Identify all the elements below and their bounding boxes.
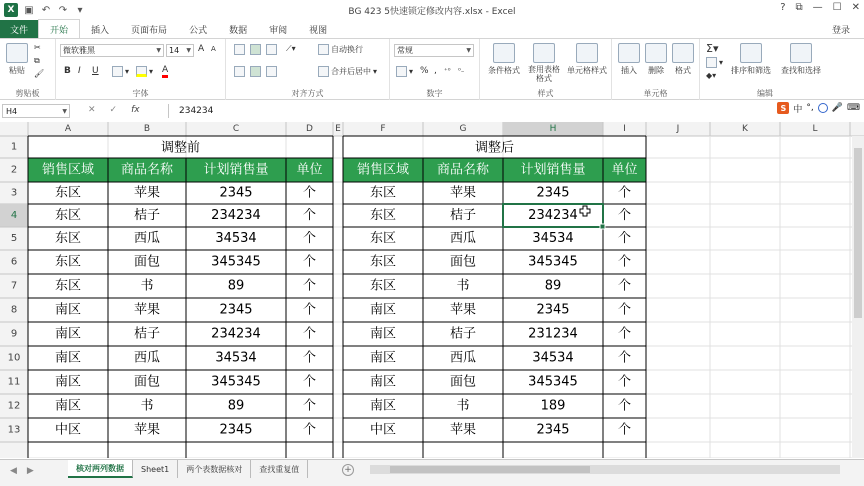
- table-cell: 34534: [532, 350, 574, 366]
- row-header-10: 10: [7, 352, 21, 364]
- fill-icon[interactable]: ▾: [706, 57, 723, 68]
- table-cell: 234234: [528, 208, 578, 223]
- row-header-13: 13: [7, 424, 21, 436]
- align-center-glyph: [250, 66, 261, 77]
- ime-language-toggle[interactable]: 中: [793, 104, 803, 115]
- font-name-value: 微软雅黑: [63, 46, 95, 55]
- alignment-group-label: 对齐方式: [291, 89, 324, 98]
- sheet-tab-compare-columns[interactable]: 核对两列数据: [68, 460, 133, 478]
- border-button[interactable]: ▾: [112, 66, 129, 77]
- column-header-b: B: [143, 124, 151, 134]
- table-cell: 个: [617, 326, 632, 342]
- table-cell: 东区: [54, 231, 82, 246]
- format-cells-button[interactable]: [670, 43, 696, 76]
- paste-button[interactable]: [6, 43, 28, 76]
- table-cell: 南区: [369, 302, 397, 318]
- tab-file[interactable]: 文件: [0, 20, 38, 38]
- table-cell: 个: [302, 208, 317, 223]
- table-cell: 东区: [54, 185, 82, 201]
- table-cell: 个: [617, 422, 632, 438]
- login-link[interactable]: 登录: [831, 25, 850, 36]
- title-bar: [0, 0, 864, 20]
- vertical-scrollbar-thumb[interactable]: [854, 148, 862, 318]
- table-cell: 东区: [369, 278, 397, 294]
- window-title: BG 423 5快速锁定修改内容.xlsx - Excel: [348, 7, 516, 17]
- delete-cells-icon: [645, 43, 667, 63]
- row-header-12: 12: [7, 400, 21, 412]
- fill-handle[interactable]: [600, 224, 605, 229]
- table-cell: 苹果: [449, 185, 477, 201]
- table-header-cell: 单位: [611, 162, 638, 178]
- styles-group-label: 样式: [537, 89, 554, 98]
- table-cell: 个: [302, 326, 317, 342]
- table-cell: 南区: [54, 398, 82, 414]
- table-cell: 189: [540, 398, 566, 414]
- grow-font-button[interactable]: A: [198, 44, 205, 54]
- table-cell: 34534: [215, 350, 257, 366]
- keyboard-icon[interactable]: ⌨: [847, 103, 860, 113]
- table-header-cell: 销售区域: [41, 162, 95, 178]
- emoji-icon[interactable]: [818, 103, 828, 113]
- scrollbar-thumb[interactable]: [390, 466, 590, 473]
- table-cell: 个: [302, 422, 317, 438]
- ribbon-display-icon[interactable]: ⧉: [795, 2, 803, 13]
- insert-cells-icon: [618, 43, 640, 63]
- table-cell: 桔子: [449, 326, 477, 342]
- undo-icon[interactable]: ↶: [41, 4, 51, 16]
- format-cells-label: 格式: [675, 66, 691, 75]
- table-title-before: 调整前: [160, 140, 201, 156]
- cell-styles-button[interactable]: [564, 43, 610, 76]
- align-left-icon[interactable]: [234, 66, 245, 77]
- tab-formulas[interactable]: 公式: [189, 25, 208, 36]
- table-cell: 89: [227, 398, 245, 414]
- table-header-cell: 计划销售量: [203, 162, 269, 178]
- table-cell: 89: [544, 278, 562, 294]
- delete-cells-button[interactable]: [643, 43, 669, 76]
- table-cell: 34534: [215, 231, 257, 246]
- table-cell: 南区: [54, 374, 82, 390]
- window-controls: [780, 2, 860, 13]
- row-header-1: 1: [10, 141, 18, 153]
- sheet-tab-bar: [0, 459, 864, 486]
- fill-color-icon: [136, 66, 147, 77]
- column-header-a: A: [64, 124, 72, 134]
- table-cell: 2345: [219, 302, 253, 318]
- table-cell: 苹果: [449, 422, 477, 438]
- table-cell: 苹果: [133, 185, 161, 201]
- sogou-ime-toolbar: [777, 100, 860, 116]
- table-cell: 西瓜: [449, 350, 477, 366]
- insert-cells-label: 插入: [621, 66, 637, 75]
- table-header-cell: 商品名称: [436, 162, 490, 178]
- table-header-cell: 单位: [296, 162, 323, 178]
- column-header-k: K: [742, 124, 748, 134]
- conditional-format-label: 条件格式: [488, 66, 520, 75]
- row-header-6: 6: [10, 256, 18, 268]
- align-bottom-glyph: [266, 44, 277, 55]
- table-cell: 个: [617, 302, 632, 318]
- row-header-4: 4: [10, 210, 18, 221]
- table-cell: 面包: [133, 374, 161, 390]
- punctuation-icon[interactable]: °,: [806, 103, 814, 113]
- sort-filter-button[interactable]: [726, 43, 776, 76]
- fill-glyph: [706, 57, 717, 68]
- table-cell: 345345: [211, 254, 261, 270]
- table-cell: 个: [617, 254, 632, 270]
- sheet-nav: [10, 466, 34, 476]
- sheet-tab-find-duplicates[interactable]: 查找重复值: [251, 460, 308, 478]
- table-cell: 345345: [211, 374, 261, 390]
- formula-input[interactable]: 234234: [168, 104, 858, 118]
- table-cell: 2345: [219, 422, 253, 438]
- font-group-label: 字体: [132, 89, 149, 98]
- align-middle-glyph: [250, 44, 261, 55]
- column-header-c: C: [232, 124, 240, 134]
- table-cell: 东区: [369, 185, 397, 201]
- tab-home[interactable]: 开始: [38, 19, 80, 38]
- table-cell: 南区: [369, 326, 397, 342]
- comma-button[interactable]: ,: [434, 66, 437, 76]
- paste-icon: [6, 43, 28, 63]
- number-group-label: 数字: [426, 89, 443, 98]
- column-header-f: F: [380, 124, 386, 134]
- column-header-e: E: [335, 124, 341, 134]
- table-cell: 东区: [369, 231, 397, 246]
- currency-icon: [396, 66, 407, 77]
- align-bottom-icon[interactable]: [266, 44, 277, 55]
- font-color-button[interactable]: A: [162, 66, 168, 78]
- table-header-cell: 商品名称: [120, 162, 174, 178]
- table-cell: 南区: [54, 326, 82, 342]
- table-cell: 面包: [449, 374, 477, 390]
- sheet-tabs: [68, 460, 308, 478]
- sheet-tab-sheet1[interactable]: Sheet1: [133, 460, 178, 478]
- number-group: [390, 39, 480, 100]
- table-cell: 个: [617, 185, 632, 201]
- wrap-text-icon: [318, 44, 329, 55]
- editing-group-label: 编辑: [757, 89, 773, 98]
- row-header-9: 9: [10, 328, 18, 340]
- chevron-down-icon: ▼: [156, 47, 161, 54]
- fill-color-button[interactable]: ▾: [136, 66, 153, 77]
- table-cell: 个: [302, 278, 317, 294]
- column-header-l: L: [812, 124, 818, 134]
- font-size-value: 14: [169, 46, 180, 55]
- ribbon: [0, 38, 864, 100]
- formula-bar: [0, 102, 864, 120]
- table-header-cell: 销售区域: [356, 162, 410, 178]
- chevron-down-icon: ▼: [186, 47, 191, 54]
- table-cell: 2345: [219, 185, 253, 201]
- column-header-bar: [0, 122, 864, 136]
- table-cell: 2345: [536, 302, 570, 318]
- table-cell: 面包: [133, 254, 161, 270]
- format-table-icon: [533, 43, 555, 63]
- cell-styles-label: 单元格样式: [567, 66, 607, 75]
- cancel-icon[interactable]: ✕: [88, 105, 96, 115]
- table-cell: 2345: [536, 185, 570, 201]
- table-cell: 个: [302, 398, 317, 414]
- table-cell: 东区: [54, 278, 82, 294]
- autosum-icon[interactable]: Σ▾: [706, 42, 719, 55]
- table-cell: 南区: [369, 350, 397, 366]
- table-cell: 苹果: [133, 422, 161, 438]
- table-cell: 234234: [211, 208, 261, 223]
- align-top-glyph: [234, 44, 245, 55]
- table-cell: 个: [617, 350, 632, 366]
- customize-qa-icon[interactable]: ▾: [77, 4, 83, 16]
- close-icon[interactable]: ✕: [851, 2, 860, 13]
- table-cell: 南区: [54, 350, 82, 366]
- table-cell: 南区: [369, 374, 397, 390]
- tab-page-layout[interactable]: 页面布局: [131, 25, 168, 36]
- tab-view[interactable]: 视图: [309, 25, 328, 36]
- insert-function-icon[interactable]: fx: [131, 105, 140, 115]
- tab-insert[interactable]: 插入: [91, 25, 110, 36]
- table-cell: 个: [302, 302, 317, 318]
- table-cell: 个: [302, 231, 317, 246]
- binoculars-icon: [790, 43, 812, 63]
- name-box[interactable]: [2, 104, 70, 118]
- styles-group: [480, 39, 612, 100]
- align-middle-icon[interactable]: [250, 44, 261, 55]
- table-cell: 桔子: [133, 208, 161, 223]
- clear-icon[interactable]: ◆▾: [706, 71, 717, 80]
- add-sheet-icon[interactable]: +: [342, 464, 354, 476]
- cell-styles-icon: [576, 43, 598, 63]
- worksheet-grid[interactable]: [0, 122, 864, 458]
- percent-button[interactable]: %: [420, 66, 429, 76]
- insert-cells-button[interactable]: [616, 43, 642, 76]
- wrap-text-label: 自动换行: [331, 45, 363, 54]
- conditional-format-button[interactable]: [484, 43, 524, 76]
- table-cell: 345345: [528, 374, 578, 390]
- table-cell: 东区: [369, 208, 397, 223]
- table-cell: 个: [617, 231, 632, 246]
- italic-button[interactable]: I: [78, 66, 81, 76]
- ribbon-tabs: [0, 20, 864, 38]
- underline-button[interactable]: U: [92, 66, 99, 76]
- table-cell: 西瓜: [133, 350, 161, 366]
- sheet-tab-compare-tables[interactable]: 两个表数据核对: [178, 460, 251, 478]
- conditional-format-icon: [493, 43, 515, 63]
- tab-review[interactable]: 审阅: [269, 25, 288, 36]
- column-header-g: G: [459, 124, 467, 134]
- table-cell: 书: [140, 278, 154, 294]
- merge-center-button[interactable]: 合并后居中 ▾: [318, 66, 377, 77]
- maximize-icon[interactable]: ☐: [832, 2, 842, 13]
- decrease-decimal-icon[interactable]: ⁰₋: [458, 67, 465, 75]
- formula-buttons: [88, 105, 140, 115]
- table-cell: 桔子: [133, 326, 161, 342]
- find-select-label: 查找和选择: [781, 66, 821, 75]
- excel-logo-icon: X: [4, 3, 18, 17]
- number-format-value: 常规: [397, 46, 413, 55]
- table-cell: 东区: [54, 254, 82, 270]
- table-cell: 个: [302, 254, 317, 270]
- chevron-down-icon: ▼: [466, 47, 471, 54]
- font-size-select[interactable]: [166, 44, 194, 57]
- format-cells-icon: [672, 43, 694, 63]
- table-cell: 桔子: [449, 208, 477, 223]
- column-header-d: D: [306, 124, 313, 134]
- cells-group-label: 单元格: [643, 89, 668, 98]
- table-cell: 中区: [54, 422, 82, 438]
- format-as-table-button[interactable]: [524, 43, 564, 83]
- cells-group: [612, 39, 700, 100]
- align-right-icon[interactable]: [266, 66, 277, 77]
- clipboard-group: [0, 39, 56, 100]
- minimize-icon[interactable]: —: [812, 2, 823, 13]
- wrap-text-button[interactable]: [318, 44, 363, 55]
- paste-label: 粘贴: [9, 66, 25, 75]
- font-name-select[interactable]: [60, 44, 164, 57]
- table-cell: 东区: [54, 208, 82, 223]
- table-cell: 南区: [369, 398, 397, 414]
- help-icon[interactable]: ?: [780, 2, 786, 13]
- row-header-7: 7: [10, 280, 18, 292]
- table-cell: 个: [617, 278, 632, 294]
- prev-sheet-icon[interactable]: ◀: [10, 466, 17, 476]
- column-header-h: H: [549, 124, 557, 134]
- table-cell: 个: [617, 398, 632, 414]
- redo-icon[interactable]: ↷: [58, 4, 68, 16]
- table-cell: 中区: [369, 422, 397, 438]
- border-icon: [112, 66, 123, 77]
- save-icon[interactable]: ▣: [24, 4, 34, 16]
- merge-center-label: 合并后居中: [331, 67, 371, 76]
- horizontal-scrollbar[interactable]: [370, 465, 840, 474]
- row-header-3: 3: [10, 187, 18, 199]
- next-sheet-icon[interactable]: ▶: [26, 466, 34, 476]
- format-table-label: 套用表格格式: [528, 65, 560, 83]
- number-format-select[interactable]: [394, 44, 474, 57]
- column-header-j: J: [676, 124, 680, 134]
- chevron-down-icon: ▼: [62, 107, 67, 115]
- merge-center-icon: [318, 66, 329, 77]
- format-painter-icon[interactable]: 🖌: [34, 69, 45, 78]
- quick-access-toolbar: [0, 3, 200, 17]
- find-select-button[interactable]: [776, 43, 826, 76]
- table-cell: 89: [227, 278, 245, 294]
- table-cell: 2345: [536, 422, 570, 438]
- table-cell: 个: [617, 374, 632, 390]
- column-header-i: I: [623, 124, 626, 134]
- table-cell: 34534: [532, 231, 574, 246]
- alignment-group: [226, 39, 390, 100]
- sort-filter-label: 排序和筛选: [731, 66, 771, 75]
- mouse-cursor-icon: [580, 206, 590, 216]
- currency-button[interactable]: ▾: [396, 66, 413, 77]
- sort-filter-icon: [740, 43, 762, 63]
- table-cell: 苹果: [449, 302, 477, 318]
- cut-icon[interactable]: ✂: [34, 43, 41, 52]
- row-header-2: 2: [10, 164, 18, 176]
- table-cell: 个: [302, 185, 317, 201]
- table-cell: 个: [302, 374, 317, 390]
- table-cell: 345345: [528, 254, 578, 270]
- name-box-value: H4: [6, 106, 18, 116]
- table-cell: 书: [456, 398, 470, 414]
- orientation-icon[interactable]: ⟋▾: [286, 44, 296, 53]
- row-header-5: 5: [10, 233, 18, 244]
- editing-group: [700, 39, 830, 100]
- table-cell: 苹果: [133, 302, 161, 318]
- table-header-cell: 计划销售量: [520, 162, 586, 178]
- font-group: [56, 39, 226, 100]
- shrink-font-button[interactable]: A: [211, 45, 216, 53]
- align-right-glyph: [266, 66, 277, 77]
- table-cell: 书: [456, 278, 470, 294]
- table-cell: 234234: [211, 326, 261, 342]
- align-top-icon[interactable]: [234, 44, 245, 55]
- align-center-icon[interactable]: [250, 66, 261, 77]
- table-cell: 西瓜: [449, 231, 477, 246]
- table-cell: 面包: [449, 254, 477, 270]
- table-cell: 南区: [54, 302, 82, 318]
- delete-cells-label: 删除: [648, 66, 664, 75]
- enter-icon[interactable]: ✓: [109, 105, 118, 115]
- worksheet-canvas[interactable]: [0, 122, 864, 458]
- bold-button[interactable]: B: [64, 66, 71, 76]
- align-left-glyph: [234, 66, 245, 77]
- row-header-11: 11: [7, 376, 21, 388]
- table-cell: 231234: [528, 326, 578, 342]
- tab-data[interactable]: 数据: [229, 25, 248, 36]
- table-title-after: 调整后: [474, 140, 515, 156]
- table-cell: 个: [617, 208, 632, 223]
- table-cell: 书: [140, 398, 154, 414]
- row-header-8: 8: [10, 304, 18, 316]
- copy-icon[interactable]: ⧉: [34, 56, 40, 65]
- table-cell: 个: [302, 350, 317, 366]
- table-cell: 东区: [369, 254, 397, 270]
- table-cell: 西瓜: [133, 231, 161, 246]
- microphone-icon[interactable]: 🎤: [831, 103, 843, 113]
- sogou-logo-icon[interactable]: S: [777, 102, 789, 114]
- increase-decimal-icon[interactable]: ⁺⁰: [444, 67, 451, 75]
- clipboard-group-label: 剪贴板: [15, 89, 40, 98]
